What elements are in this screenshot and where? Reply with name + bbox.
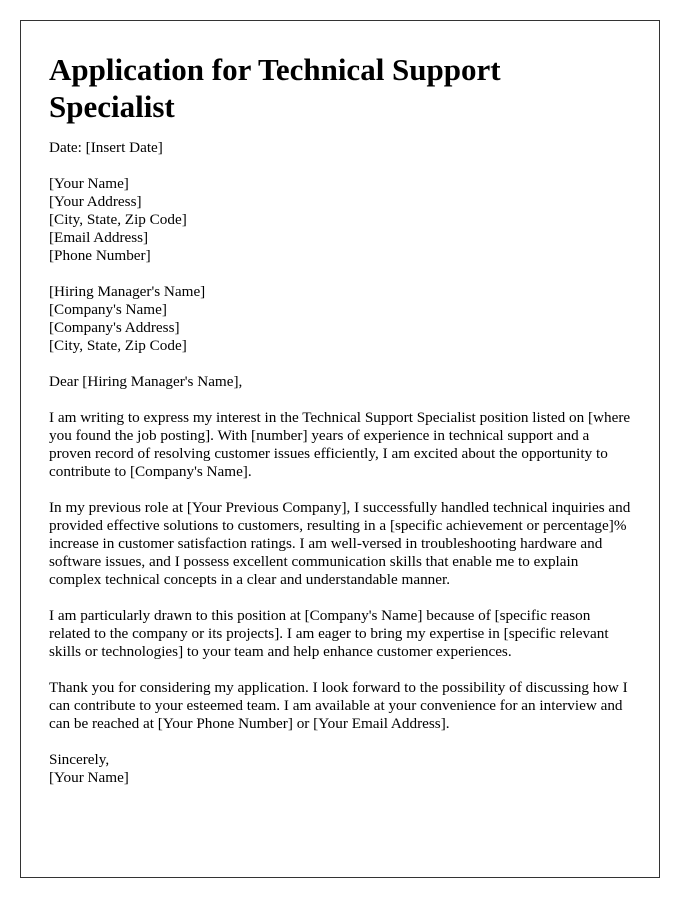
body-paragraph-3: I am particularly drawn to this position at [Company's Name] because of [specific reason related to the company or its projects]. I am eager to bring my expertise in [specific relevant skills or technologies] to your team and help enhance customer experiences. — [49, 607, 609, 660]
sender-city-state-zip: [City, State, Zip Code] — [49, 211, 187, 228]
recipient-address-block — [49, 283, 631, 355]
letter-title: Application for Technical Support Specialist — [49, 52, 501, 124]
letter-date: Date: [Insert Date] — [49, 139, 163, 156]
recipient-company-address: [Company's Address] — [49, 319, 180, 336]
closing-block — [49, 751, 631, 787]
salutation: Dear [Hiring Manager's Name], — [49, 373, 243, 390]
sender-phone: [Phone Number] — [49, 247, 151, 264]
closing: Sincerely, — [49, 751, 110, 768]
recipient-city-state-zip: [City, State, Zip Code] — [49, 337, 187, 354]
letter-page — [20, 20, 660, 878]
sender-email: [Email Address] — [49, 229, 149, 246]
body-paragraph-4: Thank you for considering my application. I look forward to the possibility of discussing how I can contribute to your esteemed team. I am available at your convenience for an interview and can be reached at [Your Phone Number] or [Your Email Address]. — [49, 679, 628, 732]
recipient-name: [Hiring Manager's Name] — [49, 283, 206, 300]
body-paragraph-2: In my previous role at [Your Previous Company], I successfully handled technical inquiries and provided effective solutions to customers, resulting in a [specific achievement or percentage]% increase in customer satisfaction ratings. I am well-versed in troubleshooting hardware and software issues, and I possess excellent communication skills that enable me to explain complex technical concepts in a clear and understandable manner. — [49, 499, 631, 588]
recipient-company: [Company's Name] — [49, 301, 167, 318]
sender-name: [Your Name] — [49, 175, 129, 192]
sender-address-block — [49, 175, 631, 265]
body-paragraph-1: I am writing to express my interest in the Technical Support Specialist position listed on [where you found the job posting]. With [number] years of experience in technical support and a proven record of resolving customer issues efficiently, I am excited about the opportunity to contribute to [Company's Name]. — [49, 409, 631, 480]
signature-name: [Your Name] — [49, 769, 129, 786]
sender-address: [Your Address] — [49, 193, 142, 210]
